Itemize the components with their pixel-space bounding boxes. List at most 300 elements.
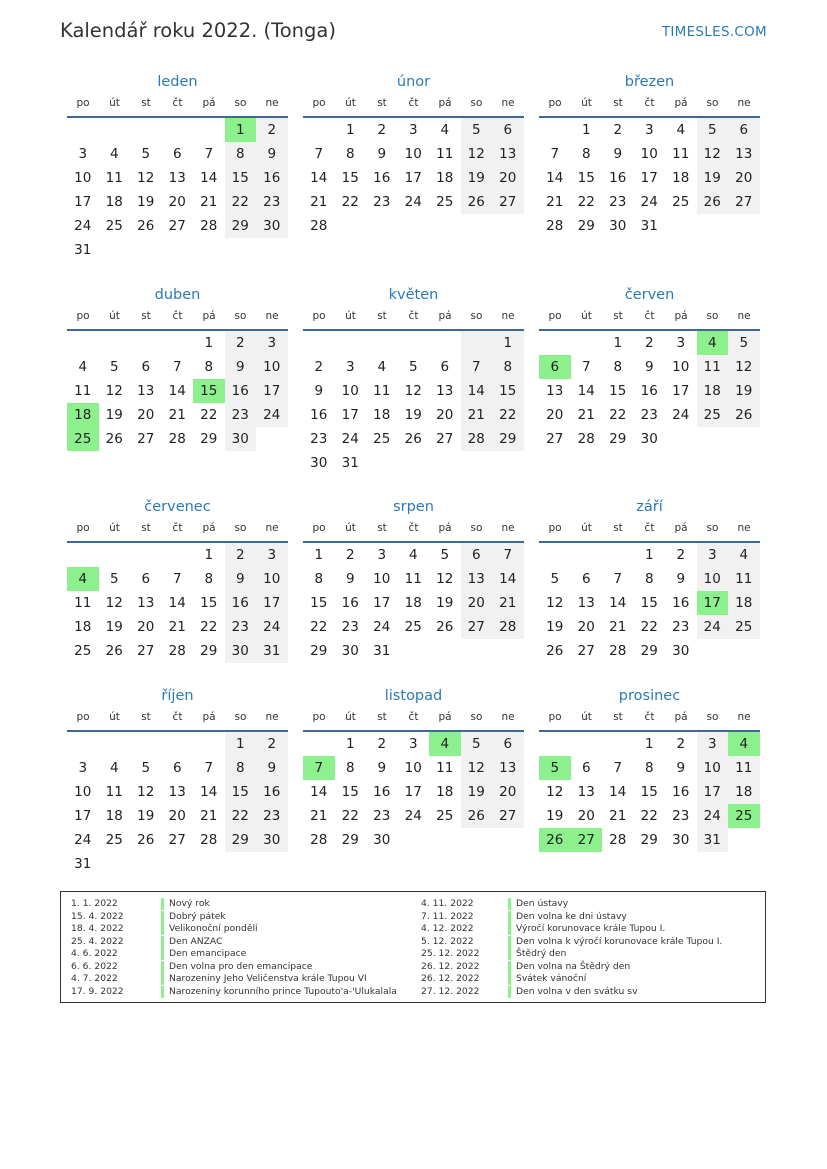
- day-cell[interactable]: 19: [105, 619, 123, 635]
- day-cell[interactable]: 12: [105, 383, 123, 399]
- day-cell[interactable]: 7: [172, 571, 182, 587]
- day-cell[interactable]: 27: [577, 643, 595, 659]
- day-cell[interactable]: 18: [672, 170, 690, 186]
- day-cell[interactable]: 24: [404, 808, 422, 824]
- day-cell[interactable]: 28: [200, 832, 218, 848]
- day-cell[interactable]: 20: [577, 808, 595, 824]
- day-cell[interactable]: 7: [204, 760, 214, 776]
- day-cell[interactable]: 19: [728, 379, 760, 403]
- day-cell[interactable]: 28: [461, 427, 493, 451]
- day-cell[interactable]: 8: [225, 756, 257, 780]
- day-cell[interactable]: 31: [341, 455, 359, 471]
- day-cell[interactable]: 8: [581, 146, 591, 162]
- day-cell[interactable]: 23: [310, 431, 328, 447]
- day-cell[interactable]: 15: [341, 784, 359, 800]
- day-cell[interactable]: 10: [74, 170, 92, 186]
- day-cell[interactable]: 12: [436, 571, 454, 587]
- day-cell[interactable]: 15: [577, 170, 595, 186]
- day-cell[interactable]: 25: [373, 431, 391, 447]
- day-cell[interactable]: 17: [672, 383, 690, 399]
- day-cell[interactable]: 11: [74, 595, 92, 611]
- day-cell[interactable]: 1: [204, 335, 214, 351]
- day-cell[interactable]: 12: [461, 756, 493, 780]
- day-cell[interactable]: 24: [373, 619, 391, 635]
- holiday-day-cell[interactable]: 25: [728, 804, 760, 828]
- day-cell[interactable]: 26: [728, 403, 760, 427]
- day-cell[interactable]: 3: [256, 331, 288, 355]
- day-cell[interactable]: 18: [105, 808, 123, 824]
- day-cell[interactable]: 16: [225, 379, 257, 403]
- day-cell[interactable]: 15: [200, 595, 218, 611]
- day-cell[interactable]: 21: [609, 619, 627, 635]
- day-cell[interactable]: 7: [613, 760, 623, 776]
- day-cell[interactable]: 22: [341, 808, 359, 824]
- day-cell[interactable]: 25: [697, 403, 729, 427]
- day-cell[interactable]: 16: [373, 784, 391, 800]
- day-cell[interactable]: 4: [377, 359, 387, 375]
- day-cell[interactable]: 2: [644, 335, 654, 351]
- day-cell[interactable]: 12: [546, 784, 564, 800]
- day-cell[interactable]: 9: [377, 760, 387, 776]
- day-cell[interactable]: 3: [345, 359, 355, 375]
- holiday-day-cell[interactable]: 25: [67, 427, 99, 451]
- day-cell[interactable]: 6: [581, 760, 591, 776]
- day-cell[interactable]: 4: [109, 760, 119, 776]
- day-cell[interactable]: 20: [546, 407, 564, 423]
- day-cell[interactable]: 1: [644, 547, 654, 563]
- day-cell[interactable]: 10: [341, 383, 359, 399]
- day-cell[interactable]: 3: [697, 732, 729, 756]
- day-cell[interactable]: 22: [492, 403, 524, 427]
- day-cell[interactable]: 8: [644, 760, 654, 776]
- day-cell[interactable]: 20: [137, 619, 155, 635]
- day-cell[interactable]: 27: [461, 615, 493, 639]
- day-cell[interactable]: 11: [728, 567, 760, 591]
- day-cell[interactable]: 18: [436, 170, 454, 186]
- day-cell[interactable]: 16: [225, 591, 257, 615]
- day-cell[interactable]: 9: [676, 571, 686, 587]
- day-cell[interactable]: 5: [461, 118, 493, 142]
- day-cell[interactable]: 9: [644, 359, 654, 375]
- day-cell[interactable]: 11: [436, 146, 454, 162]
- day-cell[interactable]: 22: [577, 194, 595, 210]
- day-cell[interactable]: 16: [672, 595, 690, 611]
- day-cell[interactable]: 7: [204, 146, 214, 162]
- day-cell[interactable]: 3: [78, 760, 88, 776]
- day-cell[interactable]: 2: [225, 543, 257, 567]
- day-cell[interactable]: 5: [461, 732, 493, 756]
- day-cell[interactable]: 28: [609, 643, 627, 659]
- day-cell[interactable]: 17: [74, 808, 92, 824]
- day-cell[interactable]: 12: [697, 142, 729, 166]
- day-cell[interactable]: 10: [256, 567, 288, 591]
- day-cell[interactable]: 31: [74, 856, 92, 872]
- day-cell[interactable]: 26: [461, 804, 493, 828]
- day-cell[interactable]: 19: [404, 407, 422, 423]
- day-cell[interactable]: 2: [676, 547, 686, 563]
- day-cell[interactable]: 15: [640, 784, 658, 800]
- day-cell[interactable]: 9: [377, 146, 387, 162]
- day-cell[interactable]: 12: [728, 355, 760, 379]
- day-cell[interactable]: 6: [492, 732, 524, 756]
- day-cell[interactable]: 13: [492, 142, 524, 166]
- day-cell[interactable]: 21: [577, 407, 595, 423]
- day-cell[interactable]: 23: [225, 403, 257, 427]
- day-cell[interactable]: 16: [256, 166, 288, 190]
- day-cell[interactable]: 19: [546, 808, 564, 824]
- day-cell[interactable]: 6: [440, 359, 450, 375]
- day-cell[interactable]: 14: [168, 383, 186, 399]
- day-cell[interactable]: 17: [341, 407, 359, 423]
- day-cell[interactable]: 21: [310, 808, 328, 824]
- holiday-day-cell[interactable]: 7: [303, 756, 335, 780]
- day-cell[interactable]: 9: [256, 142, 288, 166]
- day-cell[interactable]: 15: [640, 595, 658, 611]
- day-cell[interactable]: 25: [105, 832, 123, 848]
- day-cell[interactable]: 29: [640, 832, 658, 848]
- day-cell[interactable]: 17: [256, 591, 288, 615]
- day-cell[interactable]: 2: [256, 118, 288, 142]
- day-cell[interactable]: 25: [404, 619, 422, 635]
- day-cell[interactable]: 5: [697, 118, 729, 142]
- day-cell[interactable]: 21: [200, 808, 218, 824]
- day-cell[interactable]: 29: [310, 643, 328, 659]
- day-cell[interactable]: 10: [672, 359, 690, 375]
- day-cell[interactable]: 6: [492, 118, 524, 142]
- holiday-day-cell[interactable]: 4: [429, 732, 461, 756]
- day-cell[interactable]: 10: [373, 571, 391, 587]
- day-cell[interactable]: 24: [697, 804, 729, 828]
- day-cell[interactable]: 23: [373, 808, 391, 824]
- day-cell[interactable]: 30: [225, 639, 257, 663]
- day-cell[interactable]: 4: [78, 359, 88, 375]
- day-cell[interactable]: 30: [256, 214, 288, 238]
- day-cell[interactable]: 8: [345, 146, 355, 162]
- day-cell[interactable]: 29: [225, 828, 257, 852]
- day-cell[interactable]: 30: [609, 218, 627, 234]
- day-cell[interactable]: 2: [314, 359, 324, 375]
- day-cell[interactable]: 29: [200, 643, 218, 659]
- day-cell[interactable]: 9: [225, 567, 257, 591]
- day-cell[interactable]: 3: [644, 122, 654, 138]
- day-cell[interactable]: 11: [105, 784, 123, 800]
- day-cell[interactable]: 9: [345, 571, 355, 587]
- day-cell[interactable]: 16: [640, 383, 658, 399]
- day-cell[interactable]: 10: [74, 784, 92, 800]
- day-cell[interactable]: 18: [373, 407, 391, 423]
- day-cell[interactable]: 4: [676, 122, 686, 138]
- day-cell[interactable]: 14: [168, 595, 186, 611]
- day-cell[interactable]: 18: [728, 591, 760, 615]
- day-cell[interactable]: 26: [697, 190, 729, 214]
- day-cell[interactable]: 1: [225, 732, 257, 756]
- day-cell[interactable]: 18: [105, 194, 123, 210]
- day-cell[interactable]: 17: [256, 379, 288, 403]
- day-cell[interactable]: 29: [577, 218, 595, 234]
- day-cell[interactable]: 17: [373, 595, 391, 611]
- day-cell[interactable]: 16: [310, 407, 328, 423]
- day-cell[interactable]: 7: [314, 146, 324, 162]
- day-cell[interactable]: 27: [492, 804, 524, 828]
- day-cell[interactable]: 22: [225, 804, 257, 828]
- day-cell[interactable]: 29: [640, 643, 658, 659]
- day-cell[interactable]: 3: [78, 146, 88, 162]
- day-cell[interactable]: 10: [640, 146, 658, 162]
- day-cell[interactable]: 22: [640, 808, 658, 824]
- holiday-day-cell[interactable]: 27: [571, 828, 603, 852]
- day-cell[interactable]: 8: [204, 571, 214, 587]
- day-cell[interactable]: 26: [137, 832, 155, 848]
- day-cell[interactable]: 10: [697, 756, 729, 780]
- day-cell[interactable]: 23: [256, 190, 288, 214]
- day-cell[interactable]: 11: [697, 355, 729, 379]
- day-cell[interactable]: 13: [461, 567, 493, 591]
- day-cell[interactable]: 15: [310, 595, 328, 611]
- day-cell[interactable]: 31: [697, 828, 729, 852]
- day-cell[interactable]: 11: [105, 170, 123, 186]
- day-cell[interactable]: 10: [256, 355, 288, 379]
- day-cell[interactable]: 28: [168, 643, 186, 659]
- day-cell[interactable]: 5: [440, 547, 450, 563]
- day-cell[interactable]: 27: [137, 431, 155, 447]
- day-cell[interactable]: 15: [225, 166, 257, 190]
- day-cell[interactable]: 15: [225, 780, 257, 804]
- day-cell[interactable]: 4: [408, 547, 418, 563]
- day-cell[interactable]: 3: [697, 543, 729, 567]
- day-cell[interactable]: 24: [341, 431, 359, 447]
- day-cell[interactable]: 14: [200, 784, 218, 800]
- day-cell[interactable]: 5: [141, 146, 151, 162]
- day-cell[interactable]: 31: [373, 643, 391, 659]
- day-cell[interactable]: 11: [373, 383, 391, 399]
- day-cell[interactable]: 1: [345, 736, 355, 752]
- day-cell[interactable]: 18: [728, 780, 760, 804]
- day-cell[interactable]: 22: [609, 407, 627, 423]
- day-cell[interactable]: 22: [341, 194, 359, 210]
- day-cell[interactable]: 11: [436, 760, 454, 776]
- day-cell[interactable]: 25: [436, 194, 454, 210]
- day-cell[interactable]: 21: [200, 194, 218, 210]
- day-cell[interactable]: 11: [728, 756, 760, 780]
- day-cell[interactable]: 13: [492, 756, 524, 780]
- day-cell[interactable]: 22: [225, 190, 257, 214]
- day-cell[interactable]: 7: [550, 146, 560, 162]
- day-cell[interactable]: 29: [200, 431, 218, 447]
- day-cell[interactable]: 18: [74, 619, 92, 635]
- day-cell[interactable]: 2: [256, 732, 288, 756]
- day-cell[interactable]: 19: [436, 595, 454, 611]
- day-cell[interactable]: 29: [609, 431, 627, 447]
- day-cell[interactable]: 14: [492, 567, 524, 591]
- day-cell[interactable]: 25: [105, 218, 123, 234]
- day-cell[interactable]: 8: [345, 760, 355, 776]
- day-cell[interactable]: 21: [492, 591, 524, 615]
- day-cell[interactable]: 2: [377, 736, 387, 752]
- day-cell[interactable]: 10: [404, 146, 422, 162]
- day-cell[interactable]: 21: [461, 403, 493, 427]
- day-cell[interactable]: 2: [377, 122, 387, 138]
- day-cell[interactable]: 23: [341, 619, 359, 635]
- day-cell[interactable]: 6: [728, 118, 760, 142]
- day-cell[interactable]: 26: [404, 431, 422, 447]
- day-cell[interactable]: 11: [74, 383, 92, 399]
- day-cell[interactable]: 16: [256, 780, 288, 804]
- day-cell[interactable]: 5: [109, 571, 119, 587]
- day-cell[interactable]: 7: [613, 571, 623, 587]
- day-cell[interactable]: 30: [640, 431, 658, 447]
- day-cell[interactable]: 1: [345, 122, 355, 138]
- day-cell[interactable]: 16: [373, 170, 391, 186]
- holiday-day-cell[interactable]: 15: [193, 379, 225, 403]
- day-cell[interactable]: 18: [436, 784, 454, 800]
- day-cell[interactable]: 8: [492, 355, 524, 379]
- day-cell[interactable]: 13: [577, 784, 595, 800]
- day-cell[interactable]: 2: [676, 736, 686, 752]
- day-cell[interactable]: 24: [256, 615, 288, 639]
- day-cell[interactable]: 24: [697, 615, 729, 639]
- day-cell[interactable]: 30: [256, 828, 288, 852]
- holiday-day-cell[interactable]: 18: [67, 403, 99, 427]
- day-cell[interactable]: 27: [168, 832, 186, 848]
- day-cell[interactable]: 1: [204, 547, 214, 563]
- day-cell[interactable]: 23: [373, 194, 391, 210]
- day-cell[interactable]: 9: [225, 355, 257, 379]
- day-cell[interactable]: 28: [577, 431, 595, 447]
- day-cell[interactable]: 19: [105, 407, 123, 423]
- day-cell[interactable]: 20: [137, 407, 155, 423]
- day-cell[interactable]: 9: [314, 383, 324, 399]
- day-cell[interactable]: 28: [546, 218, 564, 234]
- day-cell[interactable]: 15: [492, 379, 524, 403]
- day-cell[interactable]: 24: [74, 218, 92, 234]
- day-cell[interactable]: 13: [577, 595, 595, 611]
- day-cell[interactable]: 28: [200, 218, 218, 234]
- day-cell[interactable]: 14: [200, 170, 218, 186]
- day-cell[interactable]: 27: [492, 190, 524, 214]
- day-cell[interactable]: 28: [168, 431, 186, 447]
- day-cell[interactable]: 14: [577, 383, 595, 399]
- day-cell[interactable]: 12: [137, 784, 155, 800]
- day-cell[interactable]: 13: [546, 383, 564, 399]
- day-cell[interactable]: 24: [74, 832, 92, 848]
- holiday-day-cell[interactable]: 4: [697, 331, 729, 355]
- day-cell[interactable]: 16: [672, 784, 690, 800]
- day-cell[interactable]: 27: [137, 643, 155, 659]
- day-cell[interactable]: 17: [640, 170, 658, 186]
- day-cell[interactable]: 8: [225, 142, 257, 166]
- day-cell[interactable]: 2: [225, 331, 257, 355]
- day-cell[interactable]: 7: [461, 355, 493, 379]
- day-cell[interactable]: 28: [609, 832, 627, 848]
- day-cell[interactable]: 25: [436, 808, 454, 824]
- day-cell[interactable]: 22: [310, 619, 328, 635]
- day-cell[interactable]: 5: [550, 571, 560, 587]
- day-cell[interactable]: 20: [168, 808, 186, 824]
- day-cell[interactable]: 7: [581, 359, 591, 375]
- day-cell[interactable]: 23: [225, 615, 257, 639]
- day-cell[interactable]: 26: [137, 218, 155, 234]
- day-cell[interactable]: 8: [613, 359, 623, 375]
- day-cell[interactable]: 24: [640, 194, 658, 210]
- day-cell[interactable]: 23: [672, 808, 690, 824]
- day-cell[interactable]: 21: [168, 407, 186, 423]
- day-cell[interactable]: 19: [461, 780, 493, 804]
- day-cell[interactable]: 5: [141, 760, 151, 776]
- holiday-day-cell[interactable]: 5: [539, 756, 571, 780]
- day-cell[interactable]: 14: [310, 170, 328, 186]
- day-cell[interactable]: 14: [310, 784, 328, 800]
- day-cell[interactable]: 4: [440, 122, 450, 138]
- day-cell[interactable]: 2: [613, 122, 623, 138]
- day-cell[interactable]: 19: [546, 619, 564, 635]
- day-cell[interactable]: 11: [672, 146, 690, 162]
- day-cell[interactable]: 12: [404, 383, 422, 399]
- day-cell[interactable]: 4: [728, 543, 760, 567]
- day-cell[interactable]: 16: [341, 595, 359, 611]
- day-cell[interactable]: 15: [341, 170, 359, 186]
- day-cell[interactable]: 19: [137, 808, 155, 824]
- day-cell[interactable]: 12: [105, 595, 123, 611]
- day-cell[interactable]: 25: [74, 643, 92, 659]
- day-cell[interactable]: 1: [644, 736, 654, 752]
- day-cell[interactable]: 23: [609, 194, 627, 210]
- day-cell[interactable]: 13: [137, 595, 155, 611]
- site-logo[interactable]: TIMESLES.COM: [661, 24, 767, 40]
- day-cell[interactable]: 24: [672, 407, 690, 423]
- day-cell[interactable]: 9: [256, 756, 288, 780]
- day-cell[interactable]: 3: [256, 543, 288, 567]
- day-cell[interactable]: 20: [728, 166, 760, 190]
- day-cell[interactable]: 3: [408, 122, 418, 138]
- day-cell[interactable]: 27: [168, 218, 186, 234]
- day-cell[interactable]: 31: [74, 242, 92, 258]
- day-cell[interactable]: 12: [461, 142, 493, 166]
- day-cell[interactable]: 20: [492, 780, 524, 804]
- day-cell[interactable]: 14: [609, 595, 627, 611]
- day-cell[interactable]: 8: [644, 571, 654, 587]
- day-cell[interactable]: 6: [172, 146, 182, 162]
- holiday-day-cell[interactable]: 6: [539, 355, 571, 379]
- day-cell[interactable]: 9: [613, 146, 623, 162]
- day-cell[interactable]: 6: [141, 571, 151, 587]
- holiday-day-cell[interactable]: 4: [728, 732, 760, 756]
- day-cell[interactable]: 1: [314, 547, 324, 563]
- day-cell[interactable]: 8: [204, 359, 214, 375]
- day-cell[interactable]: 30: [341, 643, 359, 659]
- day-cell[interactable]: 23: [672, 619, 690, 635]
- day-cell[interactable]: 26: [436, 619, 454, 635]
- day-cell[interactable]: 10: [697, 567, 729, 591]
- day-cell[interactable]: 12: [137, 170, 155, 186]
- day-cell[interactable]: 3: [377, 547, 387, 563]
- day-cell[interactable]: 21: [546, 194, 564, 210]
- day-cell[interactable]: 28: [310, 218, 328, 234]
- day-cell[interactable]: 14: [546, 170, 564, 186]
- day-cell[interactable]: 21: [310, 194, 328, 210]
- day-cell[interactable]: 22: [200, 407, 218, 423]
- day-cell[interactable]: 28: [492, 615, 524, 639]
- day-cell[interactable]: 19: [137, 194, 155, 210]
- day-cell[interactable]: 2: [345, 547, 355, 563]
- holiday-day-cell[interactable]: 26: [539, 828, 571, 852]
- day-cell[interactable]: 12: [546, 595, 564, 611]
- day-cell[interactable]: 27: [728, 190, 760, 214]
- day-cell[interactable]: 30: [225, 427, 257, 451]
- day-cell[interactable]: 18: [404, 595, 422, 611]
- day-cell[interactable]: 29: [225, 214, 257, 238]
- day-cell[interactable]: 1: [492, 331, 524, 355]
- day-cell[interactable]: 1: [613, 335, 623, 351]
